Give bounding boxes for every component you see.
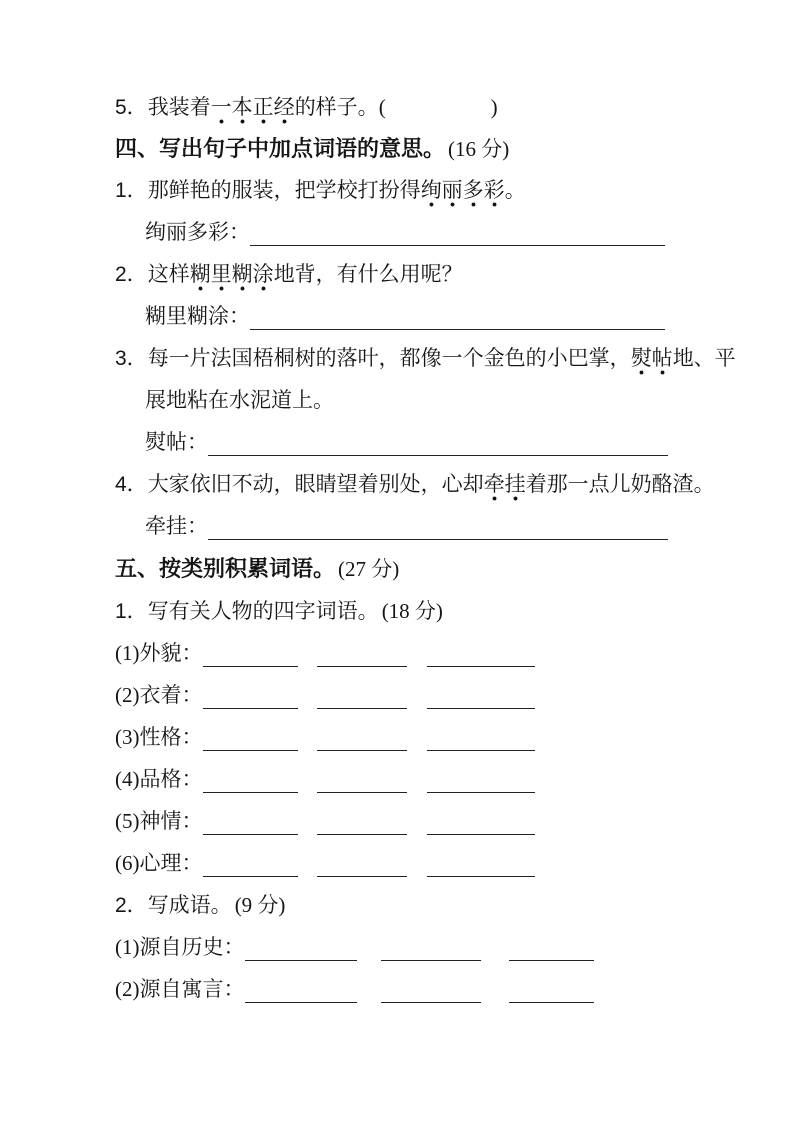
question-5-answer-bracket: ( ) <box>378 95 498 119</box>
sub1-points: (18 分) <box>381 599 443 623</box>
item-3-number: 3． <box>115 347 148 370</box>
category-blank-3 <box>427 807 535 835</box>
sub2-points: (9 分) <box>234 893 286 917</box>
section5-sub1-heading <box>115 590 693 632</box>
section-5-points: (27 分) <box>338 557 400 581</box>
item-1-answer-blank <box>250 218 665 246</box>
category-blank-2 <box>317 723 407 751</box>
category-name: 衣着： <box>139 684 203 707</box>
category-blank-1 <box>203 639 298 667</box>
section4-item-1-sentence <box>115 170 693 212</box>
idiom-index: (1) <box>115 935 140 959</box>
item-3-text-pre: 每一片法国梧桐树的落叶，都像一个金色的小巴掌， <box>147 347 631 370</box>
sub2-number: 2． <box>115 894 148 917</box>
item-2-emphasized-word: 糊里糊涂 <box>190 264 274 291</box>
category-index: (4) <box>115 767 140 791</box>
category-blank-1 <box>203 765 298 793</box>
section-4-points: (16 分) <box>448 137 510 161</box>
question-5-text-post: 的样子。 <box>294 96 379 119</box>
section4-item-3-sentence-line2 <box>145 380 693 422</box>
category-blank-1 <box>203 807 298 835</box>
item-4-emphasized-word: 牵挂 <box>484 474 526 501</box>
item-3-answer-label: 熨帖： <box>145 431 208 454</box>
section4-item-2-answer-line <box>145 296 693 338</box>
item-3-text-post: 地、平 <box>672 347 736 370</box>
category-row-expression <box>115 800 693 842</box>
category-name: 性格： <box>139 726 203 749</box>
category-index: (5) <box>115 809 140 833</box>
question-5-number: 5． <box>115 96 148 119</box>
idiom-blank-3 <box>509 975 594 1003</box>
category-row-character <box>115 758 693 800</box>
item-1-text-pre: 那鲜艳的服装，把学校打扮得 <box>147 179 421 202</box>
category-blank-3 <box>427 681 535 709</box>
sub1-title: 写有关人物的四字词语。 <box>147 600 379 623</box>
category-name: 品格： <box>139 768 203 791</box>
category-blank-2 <box>317 765 407 793</box>
idiom-row-history <box>115 926 693 968</box>
item-2-answer-blank <box>250 302 665 330</box>
item-4-answer-label: 牵挂： <box>145 515 208 538</box>
item-3-text-line2: 展地粘在水泥道上。 <box>145 389 334 412</box>
idiom-blank-1 <box>245 975 357 1003</box>
question-5-row <box>115 86 693 128</box>
item-3-emphasized-word: 熨帖 <box>631 348 673 375</box>
section4-item-4-answer-line <box>145 506 693 548</box>
section4-item-3-answer-line <box>145 422 693 464</box>
idiom-name: 源自寓言： <box>139 978 245 1001</box>
item-4-text-pre: 大家依旧不动，眼睛望着别处，心却 <box>147 473 484 496</box>
category-row-clothing <box>115 674 693 716</box>
section-4-number: 四、 <box>115 136 160 161</box>
category-name: 神情： <box>139 810 203 833</box>
item-2-text-post: 地背，有什么用呢？ <box>273 263 463 286</box>
section-4-title: 写出句子中加点词语的意思。 <box>159 136 446 161</box>
category-blank-3 <box>427 765 535 793</box>
item-2-number: 2． <box>115 263 148 286</box>
question-5-text-pre: 我装着 <box>147 96 211 119</box>
item-3-answer-blank <box>208 428 668 456</box>
category-blank-1 <box>203 681 298 709</box>
category-blank-2 <box>317 807 407 835</box>
category-name: 外貌： <box>139 642 203 665</box>
category-blank-2 <box>317 849 407 877</box>
category-blank-2 <box>317 681 407 709</box>
category-row-psychology <box>115 842 693 884</box>
category-blank-1 <box>203 723 298 751</box>
item-1-answer-label: 绚丽多彩： <box>145 221 250 244</box>
category-index: (6) <box>115 851 140 875</box>
item-4-number: 4． <box>115 473 148 496</box>
item-1-number: 1． <box>115 179 148 202</box>
category-index: (2) <box>115 683 140 707</box>
category-blank-2 <box>317 639 407 667</box>
section5-sub2-heading <box>115 884 693 926</box>
section4-item-3-sentence-line1 <box>115 338 736 380</box>
item-4-text-post: 着那一点儿奶酪渣。 <box>525 473 715 496</box>
category-index: (1) <box>115 641 140 665</box>
item-2-answer-label: 糊里糊涂： <box>145 305 250 328</box>
category-index: (3) <box>115 725 140 749</box>
category-row-appearance <box>115 632 693 674</box>
category-blank-3 <box>427 639 535 667</box>
section-5-title: 按类别积累词语。 <box>159 556 336 581</box>
question-5-emphasized-word: 一本正经 <box>211 97 295 124</box>
idiom-row-fable <box>115 968 693 1010</box>
category-blank-1 <box>203 849 298 877</box>
section-5-heading <box>115 548 693 590</box>
section-5-number: 五、 <box>115 556 160 581</box>
category-row-personality <box>115 716 693 758</box>
sub2-title: 写成语。 <box>147 894 232 917</box>
section4-item-2-sentence <box>115 254 693 296</box>
category-blank-3 <box>427 849 535 877</box>
idiom-blank-1 <box>245 933 357 961</box>
item-1-emphasized-word: 绚丽多彩 <box>421 180 505 207</box>
sub1-number: 1． <box>115 600 148 623</box>
idiom-blank-3 <box>509 933 594 961</box>
idiom-name: 源自历史： <box>139 936 245 959</box>
category-blank-3 <box>427 723 535 751</box>
category-name: 心理： <box>139 852 203 875</box>
section-4-heading <box>115 128 693 170</box>
idiom-blank-2 <box>381 975 481 1003</box>
item-4-answer-blank <box>208 512 668 540</box>
item-2-text-pre: 这样 <box>147 263 190 286</box>
section4-item-4-sentence <box>115 464 715 506</box>
section4-item-1-answer-line <box>145 212 693 254</box>
idiom-blank-2 <box>381 933 481 961</box>
idiom-index: (2) <box>115 977 140 1001</box>
item-1-text-post: 。 <box>504 179 526 202</box>
